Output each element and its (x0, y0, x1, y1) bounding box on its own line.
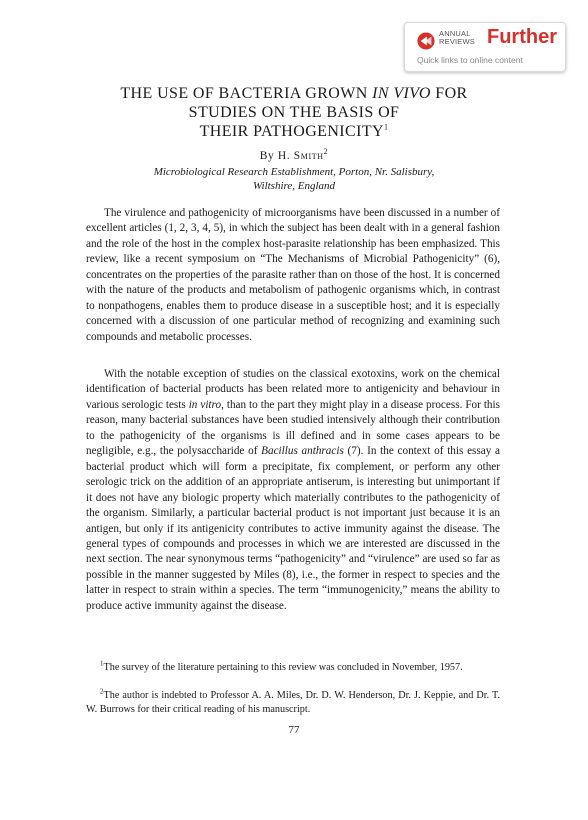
author-footnote-mark[interactable]: 2 (323, 147, 329, 157)
annual-reviews-logo-icon (417, 32, 435, 50)
footnote-2: $^2$The author is indebted to Professor A. A. Miles, Dr. D. W. Henderson, Dr. J. Keppie, and Dr. T. W. Burrows for their critical reading of his manuscript. (86, 687, 500, 715)
page-number: 77 (288, 724, 300, 736)
body-paragraph-2: With the notable exception of studies on the classical exotoxins, work on the chemical identification of bacterial products has been related more to antigenicity and behaviour in various serologic tests in vitro, than to the part they might play in a disease process. For this reason, many bacterial substances have been studied intensively although their contribution to the pathogenicity of the organisms is ill defined and in some cases appears to be negligible, e.g., the polysaccharide of Bacillus anthracis (7). In the context of this essay a bacterial product which will form a precipitate, fix complement, or perform any other serologic trick on the addition of an appropriate antiserum, is interesting but unimportant if it does not have any biologic property which materially contributes to the pathogenicity of the organism. Similarly, a particular bacterial product is not important just because it is an antigen, but only if its antigenicity contributes to active immunity against the disease. The general types of compounds and processes in which we are interested are discussed in the next section. The near synonymous terms “pathogenicity” and “virulence” are used so far as possible in the manner suggested by Miles (8), i.e., the former in respect to species and the latter in respect to strain within a species. The term “immunogenicity,” means the ability to produce active immunity against the disease. (86, 368, 500, 612)
title-footnote-mark[interactable]: 1 (383, 122, 389, 132)
badge-further-label: Further (487, 26, 557, 48)
footnote-1: $^1$The survey of the literature pertaining to this review was concluded in November, 1957. (100, 659, 463, 673)
badge-annual-reviews: ANNUAL REVIEWS (439, 29, 475, 46)
badge-quick-links[interactable]: Quick links to online content (417, 55, 523, 65)
author-name: H. Smith (277, 150, 324, 162)
body-paragraph-1: The virulence and pathogenicity of microorganisms have been discussed in a number of excellent articles (1, 2, 3, 4, 5), in which the subject has been dealt with in a general fashion and the role of the host in the complex host-parasite relationship has been emphasized. This review, like a recent symposium on “The Mechanisms of Microbial Pathogenicity” (6), concentrates on the properties of the parasite rather than on those of the host. It is concerned with the nature of the products and metabolism of pathogenic organisms which, in contrast to nonpathogens, enables them to produce disease in a susceptible host; and it is especially concerned with a discussion of one particular method of recognizing and examining such compounds and metabolic processes. (86, 207, 500, 343)
further-badge[interactable] (404, 22, 566, 72)
author-line: By H. Smith$^2$ (259, 147, 329, 162)
author-affiliation: Microbiological Research Establishment, Porton, Nr. Salisbury, Wiltshire, England (153, 166, 435, 192)
article-title: THE USE OF BACTERIA GROWN IN VIVO FOR STUDIES ON THE BASIS OF THEIR PATHOGENICITY$^1$ (120, 85, 468, 140)
